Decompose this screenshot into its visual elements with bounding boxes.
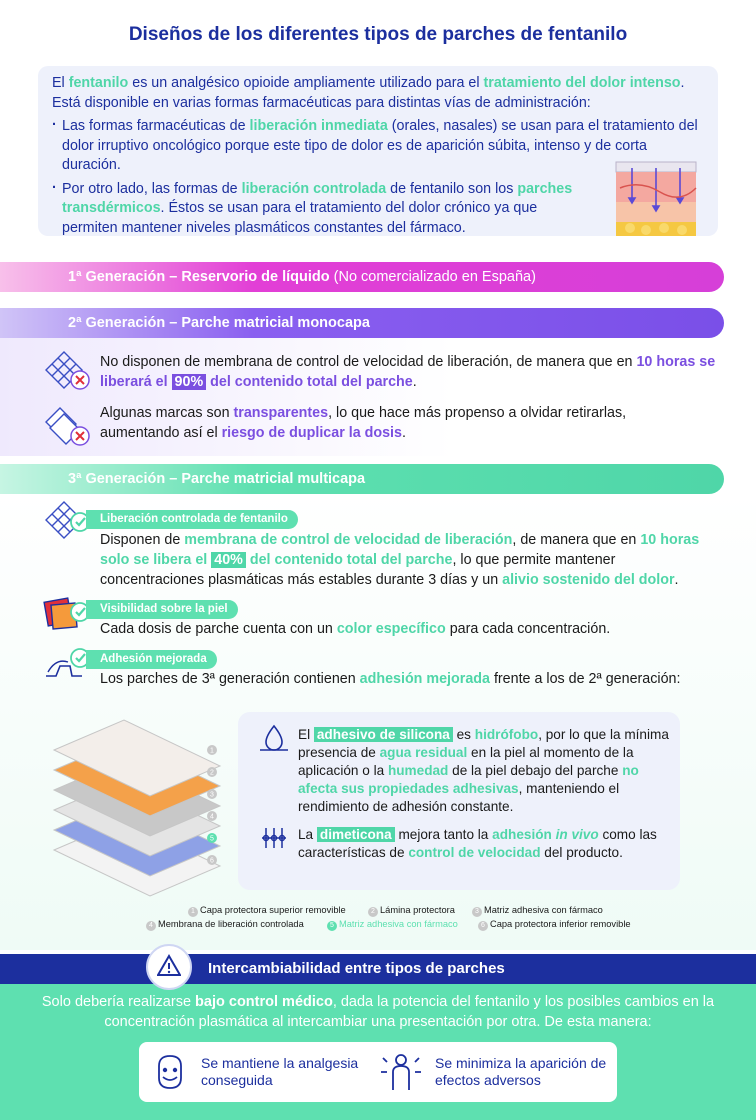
patch-label-6: 6 <box>210 857 214 865</box>
intro-bullet-controlled: · Por otro lado, las formas de liberación controlada de fentanilo son los parches transdérmicos. Éstos se usan para el tratamiento del dolor crónico ya que permiten mantener niveles plasmáticos constantes del fármaco. <box>52 180 588 239</box>
outcomes-box <box>139 1042 617 1102</box>
patch-label-4: 4 <box>210 813 214 821</box>
gen1-header: 1ª Generación – Reservorio de líquido (No comercializado en España) <box>0 262 724 292</box>
gen2-item-release: No disponen de membrana de control de velocidad de liberación, de manera que en 10 horas se liberará el 90% del contenido total del parche. <box>100 354 716 390</box>
patch-layers-illustration <box>40 700 240 920</box>
patch-label-2: 2 <box>210 769 214 777</box>
card-silicone-text: El adhesivo de silicona es hidrófobo, por lo que la mínima presencia de agua residual en la piel al momento de la aplicación o la humedad de la piel debajo del parche no afecta sus propiedades adhesivas, manteniendo el rendimiento de adhesión constante. <box>298 727 669 814</box>
matrix-membrane-check-icon <box>42 498 92 544</box>
legend-item-4: 4 Membrana de liberación controlada <box>146 919 304 931</box>
page-title: Diseños de los diferentes tipos de parches de fentanilo <box>128 24 628 45</box>
pill-visibility: Visibilidad sobre la piel <box>86 600 238 619</box>
intro-paragraph: El fentanilo es un analgésico opioide ampliamente utilizado para el tratamiento del dolor intenso. Está disponible en varias formas farmacéuticas para distintas vías de administración: <box>52 75 685 111</box>
water-drop-icon <box>258 724 290 754</box>
interchangeability-header: Intercambiabilidad entre tipos de parches <box>0 954 756 984</box>
molecule-icon <box>256 822 292 854</box>
intro-bullet-immediate: · Las formas farmacéuticas de liberación inmediata (orales, nasales) se usan para el tratamiento del dolor irruptivo oncológico porque este tipo de dolor es de aparición súbita, intenso y de corta duración. <box>52 117 704 176</box>
pill-adhesion: Adhesión mejorada <box>86 650 217 669</box>
adhesion-foot-icon <box>42 642 92 688</box>
patch-label-1: 1 <box>210 747 214 755</box>
gen3-item-release: Disponen de membrana de control de velocidad de liberación, de manera que en 10 horas solo se libera el 40% del contenido total del parche, lo que permite mantener concentraciones plasmáticas más estables durante 3 días y un alivio sostenido del dolor. <box>100 532 700 588</box>
legend-item-1: 1 Capa protectora superior removible <box>188 905 346 917</box>
outcome-analgesia: Se mantiene la analgesia conseguida <box>201 1055 359 1088</box>
adverse-effects-icon <box>379 1050 423 1094</box>
gen3-item-adhesion: Los parches de 3ª generación contienen adhesión mejorada frente a los de 2ª generación: <box>100 671 681 687</box>
outcome-adverse-effects: Se minimiza la aparición de efectos adversos <box>435 1055 607 1088</box>
card-dimethicone-text: La dimeticona mejora tanto la adhesión in vivo como las características de control de velocidad del producto. <box>298 827 657 860</box>
legend-item-5: 5 Matriz adhesiva con fármaco <box>327 919 458 931</box>
patch-label-3: 3 <box>210 791 214 799</box>
warning-badge <box>146 944 192 990</box>
footer-section <box>0 984 756 1120</box>
matrix-no-membrane-icon <box>42 348 92 394</box>
patch-label-5: 5 <box>210 835 214 843</box>
colored-patches-icon <box>42 590 92 636</box>
gen3-header: 3ª Generación – Parche matricial multicapa <box>0 464 724 494</box>
pill-controlled-release: Liberación controlada de fentanilo <box>86 510 298 529</box>
gen2-item-transparent: Algunas marcas son transparentes, lo que hace más propenso a olvidar retirarlas, aumentando así el riesgo de duplicar la dosis. <box>100 405 627 441</box>
gen2-header: 2ª Generación – Parche matricial monocapa <box>0 308 724 338</box>
legend-item-6: 6 Capa protectora inferior removible <box>478 919 631 931</box>
transparent-patch-icon <box>42 404 92 450</box>
footer-text: Solo debería realizarse bajo control médico, dada la potencia del fentanilo y los posibles cambios en la concentración plasmática al intercambiar una presentación por otra. De esta manera: <box>41 994 715 1030</box>
intro-box <box>38 66 718 236</box>
adhesion-card <box>238 712 680 890</box>
gen3-item-visibility: Cada dosis de parche cuenta con un color específico para cada concentración. <box>100 621 611 637</box>
legend-item-2: 2 Lámina protectora <box>368 905 455 917</box>
skin-patch-illustration <box>610 158 702 240</box>
happy-face-icon <box>151 1052 189 1092</box>
warning-icon <box>157 954 181 978</box>
legend-item-3: 3 Matriz adhesiva con fármaco <box>472 905 603 917</box>
